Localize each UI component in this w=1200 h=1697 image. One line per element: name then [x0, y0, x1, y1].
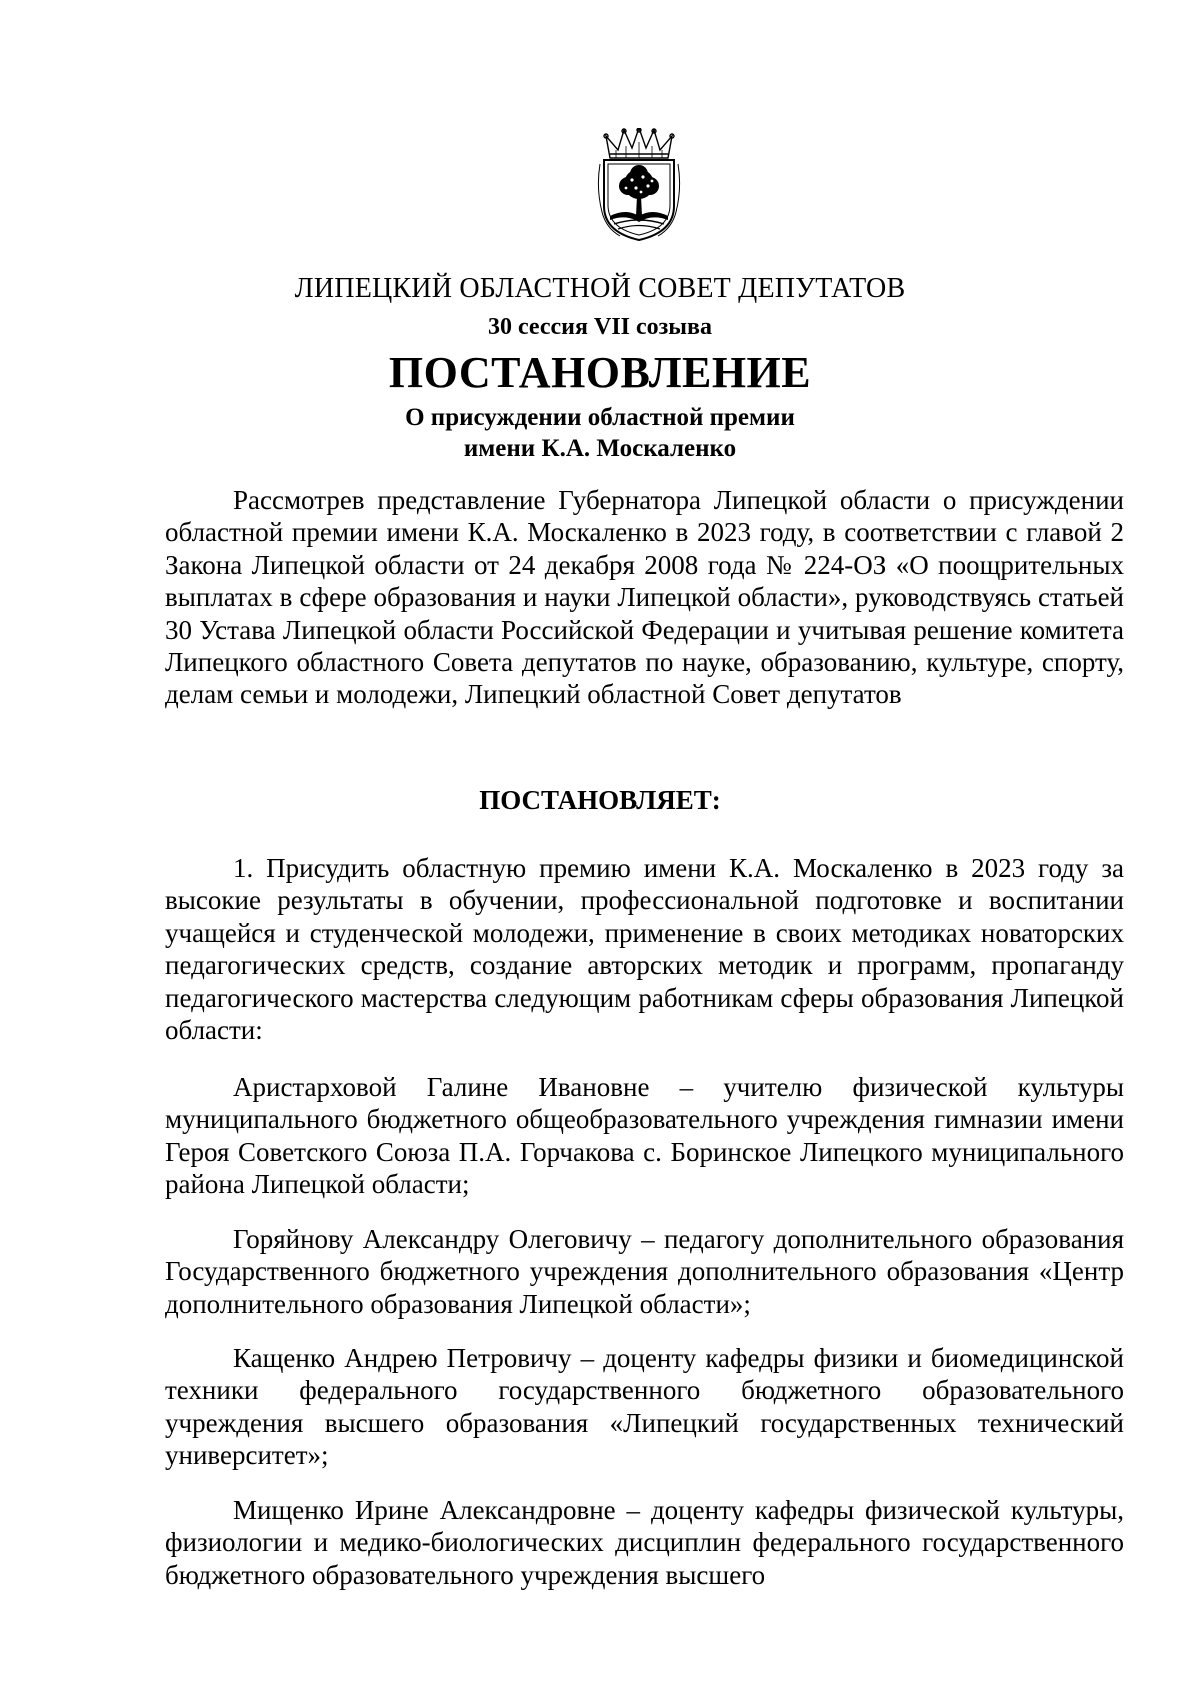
- organization-name: ЛИПЕЦКИЙ ОБЛАСТНОЙ СОВЕТ ДЕПУТАТОВ: [294, 273, 906, 304]
- awardee-block-2: [165, 1223, 1124, 1320]
- awardee-paragraph: Мищенко Ирине Александровне – доценту кафедры физической культуры, физиологии и медико-биологических дисциплин федерального государственного бюджетного образовательного учреждения высшего: [165, 1495, 1124, 1590]
- preamble-paragraph: Рассмотрев представление Губернатора Липецкой области о присуждении областной премии имени К.А. Москаленко в 2023 году, в соответствии с главой 2 Закона Липецкой области от 24 декабря 2008 года № 224-ОЗ «О поощрительных выплатах в сфере образования и науки Липецкой области», руководствуясь статьей 30 Устава Липецкой области Российской Федерации и учитывая решение комитета Липецкого областного Совета депутатов по науке, образованию, культуре, спорту, делам семьи и молодежи, Липецкий областной Совет депутатов: [165, 485, 1124, 710]
- document-type-title: ПОСТАНОВЛЕНИЕ: [388, 348, 812, 397]
- awardee-block-4: [165, 1494, 1124, 1591]
- decree-heading: ПОСТАНОВЛЯЕТ:: [479, 785, 721, 815]
- document-subject: [0, 402, 1200, 464]
- awardee-paragraph: Кащенко Андрею Петровичу – доценту кафедры физики и биомедицинской техники федерального государственного бюджетного образовательного учреждения высшего образования «Липецкий государственных технический университет»;: [165, 1343, 1124, 1471]
- awardee-paragraph: Горяйнову Александру Олеговичу – педагогу дополнительного образования Государственного бюджетного учреждения дополнительного образования «Центр дополнительного образования Липецкой области»;: [165, 1224, 1124, 1319]
- clause-1-block: [165, 852, 1124, 1046]
- awardee-block-3: [165, 1342, 1124, 1472]
- clause-1-paragraph: 1. Присудить областную премию имени К.А. Москаленко в 2023 году за высокие результаты в обучении, профессиональной подготовке и воспитании учащейся и студенческой молодежи, применение в своих методиках новаторских педагогических средств, создание авторских методик и программ, пропаганду педагогического мастерства следующим работникам сферы образования Липецкой области:: [165, 853, 1124, 1046]
- subject-line-2: имени К.А. Москаленко: [463, 435, 737, 462]
- lipetsk-oblast-coat-of-arms-icon: [596, 128, 682, 242]
- awardee-block-1: [165, 1071, 1124, 1201]
- subject-line-1: О присуждении областной премии: [405, 404, 795, 431]
- preamble-block: [165, 484, 1124, 711]
- session-label: 30 сессия VII созыва: [487, 314, 712, 340]
- awardee-paragraph: Аристарховой Галине Ивановне – учителю физической культуры муниципального бюджетного общеобразовательного учреждения гимназии имени Героя Советского Союза П.А. Горчакова с. Боринское Липецкого муниципального района Липецкой области;: [165, 1072, 1124, 1200]
